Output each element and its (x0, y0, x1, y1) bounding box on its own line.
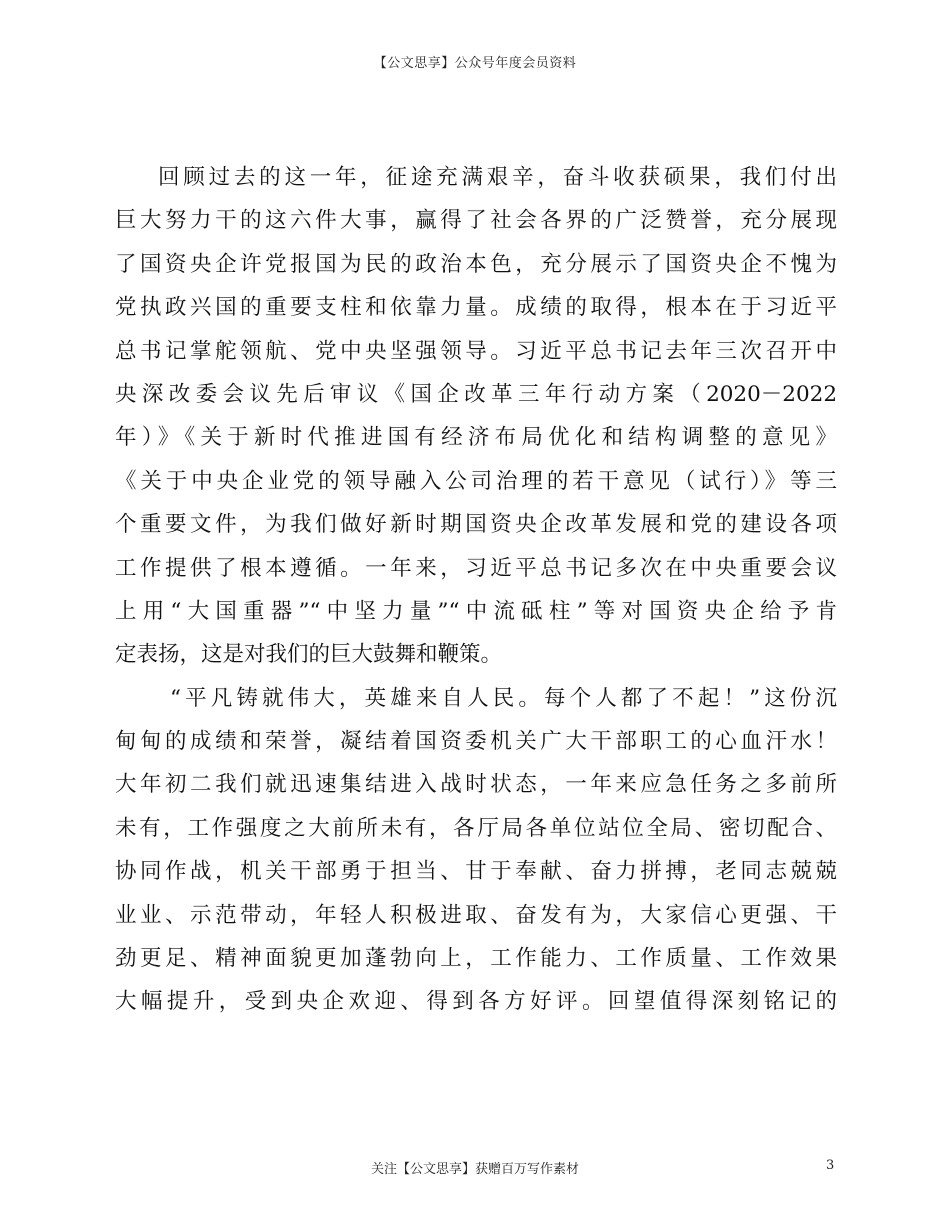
paragraph-1-line-1: 回顾过去的这一年，征途充满艰辛，奋斗收获硕果，我们付出 (158, 165, 837, 190)
page-number: 3 (826, 1158, 835, 1173)
paragraph-1-line-8: 《关于中央企业党的领导融入公司治理的若干意见（试行）》等三 (115, 468, 837, 494)
paragraph-2-line-6: 业业、示范带动，年轻人积极进取、奋发有为，大家信心更强、干 (115, 902, 837, 928)
paragraph-1-line-5: 总书记掌舵领航、党中央坚强领导。习近平总书记去年三次召开中 (115, 338, 837, 364)
page-footer: 关注【公文思享】获赠百万写作素材 (370, 1162, 579, 1177)
paragraph-2-line-1: “平凡铸就伟大，英雄来自人民。每个人都了不起！”这份沉 (170, 685, 837, 711)
paragraph-1-line-4: 党执政兴国的重要支柱和依靠力量。成绩的取得，根本在于习近平 (115, 295, 837, 321)
paragraph-1-line-10: 工作提供了根本遵循。一年来，习近平总书记多次在中央重要会议 (115, 555, 837, 581)
paragraph-1-line-6: 央深改委会议先后审议《国企改革三年行动方案（2020－2022 (115, 381, 837, 407)
paragraph-1-line-11: 上用“大国重器”“中坚力量”“中流砥柱”等对国资央企给予肯 (115, 598, 837, 624)
paragraph-1-line-7: 年）》《关于新时代推进国有经济布局优化和结构调整的意见》 (115, 425, 837, 451)
paragraph-1-line-3: 了国资央企许党报国为民的政治本色，充分展示了国资央企不愧为 (115, 251, 837, 277)
document-body (115, 156, 837, 1024)
paragraph-2-line-8: 大幅提升，受到央企欢迎、得到各方好评。回望值得深刻铭记的 (115, 989, 837, 1015)
paragraph-2-line-7: 劲更足、精神面貌更加蓬勃向上，工作能力、工作质量、工作效果 (115, 946, 837, 972)
paragraph-2-line-3: 大年初二我们就迅速集结进入战时状态，一年来应急任务之多前所 (115, 772, 837, 798)
paragraph-1-line-12: 定表扬，这是对我们的巨大鼓舞和鞭策。 (115, 642, 503, 668)
paragraph-2-line-2: 甸甸的成绩和荣誉，凝结着国资委机关广大干部职工的心血汗水！ (115, 729, 837, 755)
paragraph-2-line-4: 未有，工作强度之大前所未有，各厅局各单位站位全局、密切配合、 (115, 815, 837, 841)
paragraph-1-line-9: 个重要文件，为我们做好新时期国资央企改革发展和党的建设各项 (115, 512, 837, 538)
paragraph-2-line-5: 协同作战，机关干部勇于担当、甘于奉献、奋力拼搏，老同志兢兢 (115, 859, 837, 885)
paragraph-1-line-2: 巨大努力干的这六件大事，赢得了社会各界的广泛赞誉，充分展现 (115, 208, 837, 234)
page-header: 【公文思享】公众号年度会员资料 (373, 56, 577, 71)
